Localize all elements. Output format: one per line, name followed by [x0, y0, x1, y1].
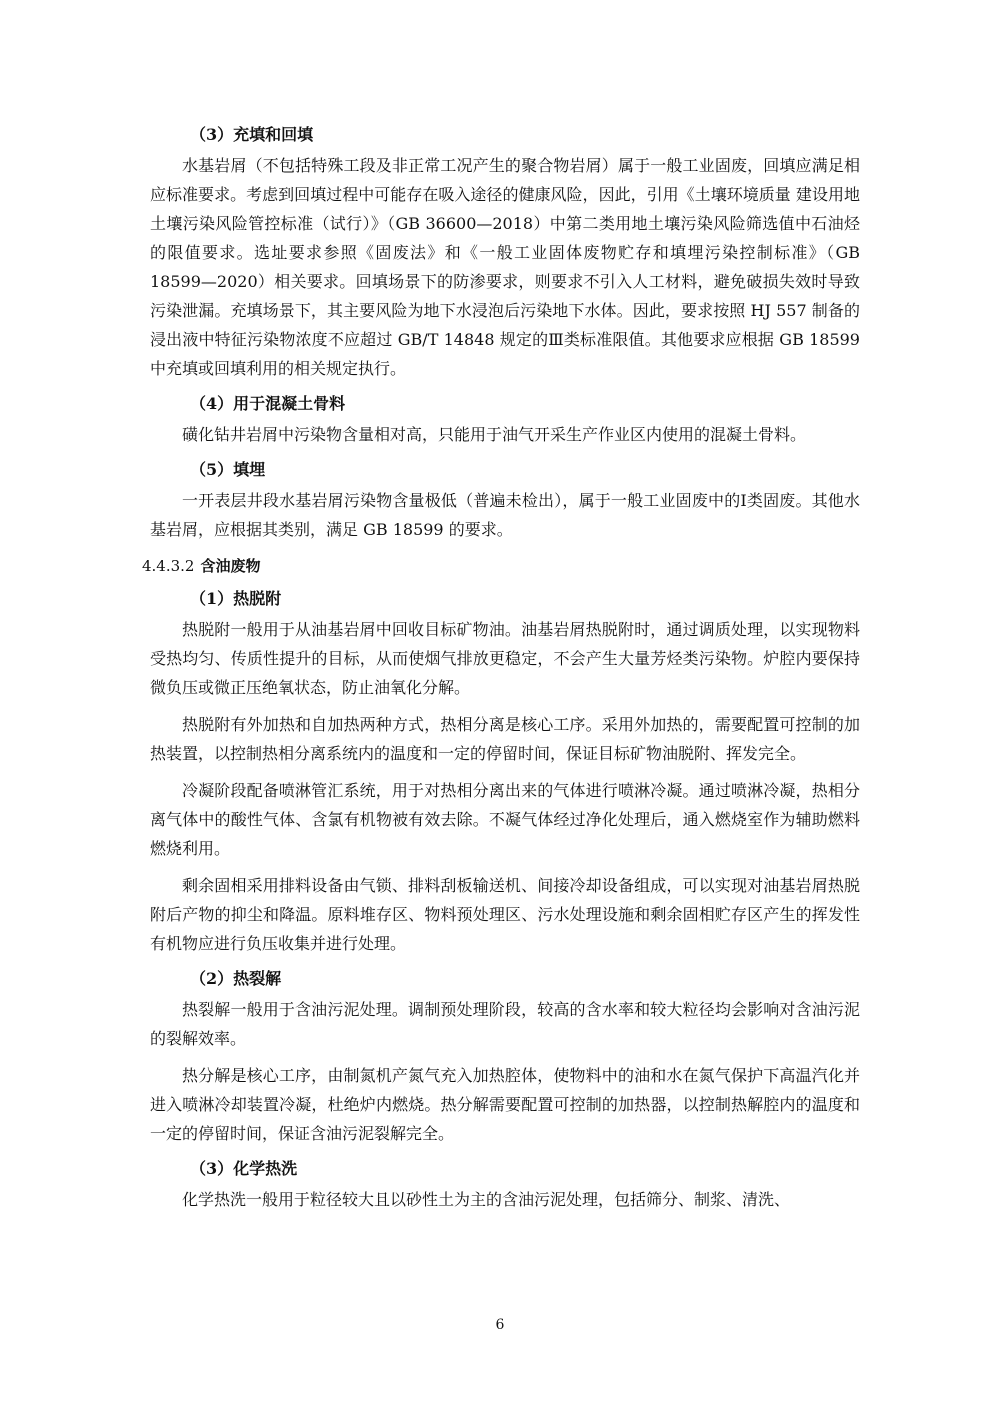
paragraph-landfill: 一开表层井段水基岩屑污染物含量极低（普遍未检出），属于一般工业固废中的Ⅰ类固废。其他水基岩屑，应根据其类别，满足 GB 18599 的要求。: [150, 491, 860, 539]
paragraph-backfill: 水基岩屑（不包括特殊工段及非正常工况产生的聚合物岩屑）属于一般工业固废，回填应满足相应标准要求。考虑到回填过程中可能存在吸入途径的健康风险，因此，引用《土壤环境质量 建设用地土壤污染风险管控标准（试行）》（GB 36600—2018）中第二类用地土壤污染风险筛选值中石油烃的限值要求。选址要求参照《固废法》和《一般工业固体废物贮存和填埋污染控制标准》（GB 18599—2020）相关要求。回填场景下的防渗要求，则要求不引入人工材料，避免破损失效时导致污染泄漏。充填场景下，其主要风险为地下水浸泡后污染地下水体。因此，要求按照 HJ 557 制备的浸出液中特征污染物浓度不应超过 GB/T 14848 规定的Ⅲ类标准限值。其他要求应根据 GB 18599 中充填或回填利用的相关规定执行。: [150, 156, 860, 378]
page-body: [142, 122, 860, 1222]
paragraph-thermal-desorption-4: 剩余固相采用排料设备由气锁、排料刮板输送机、间接冷却设备组成，可以实现对油基岩屑热脱附后产物的抑尘和降温。原料堆存区、物料预处理区、污水处理设施和剩余固相贮存区产生的挥发性有机物应进行负压收集并进行处理。: [150, 876, 860, 953]
heading-landfill: （5）填埋: [190, 460, 266, 479]
heading-backfill: （3）充填和回填: [190, 125, 314, 144]
paragraph-concrete-aggregate: 磺化钻井岩屑中污染物含量相对高，只能用于油气开采生产作业区内使用的混凝土骨料。: [182, 425, 807, 444]
paragraph-thermal-desorption-1: 热脱附一般用于从油基岩屑中回收目标矿物油。油基岩屑热脱附时，通过调质处理，以实现物料受热均匀、传质性提升的目标，从而使烟气排放更稳定，不会产生大量芳烃类污染物。炉腔内要保持微负压或微正压绝氧状态，防止油氧化分解。: [150, 620, 860, 697]
subsection-oily-waste: [142, 554, 860, 578]
heading-concrete-aggregate: （4）用于混凝土骨料: [190, 394, 346, 413]
heading-chemical-hot-washing: （3）化学热洗: [190, 1159, 298, 1178]
paragraph-thermal-desorption-3: 冷凝阶段配备喷淋管汇系统，用于对热相分离出来的气体进行喷淋冷凝。通过喷淋冷凝，热相分离气体中的酸性气体、含氯有机物被有效去除。不凝气体经过净化处理后，通入燃烧室作为辅助燃料燃烧利用。: [150, 781, 860, 858]
paragraph-pyrolysis-1: 热裂解一般用于含油污泥处理。调制预处理阶段，较高的含水率和较大粒径均会影响对含油污泥的裂解效率。: [150, 1000, 860, 1048]
subsection-number: 4.4.3.2: [142, 557, 195, 575]
paragraph-chemical-hot-washing: 化学热洗一般用于粒径较大且以砂性土为主的含油污泥处理，包括筛分、制浆、清洗、: [182, 1190, 791, 1209]
heading-thermal-desorption: （1）热脱附: [190, 589, 282, 608]
subsection-title: 含油废物: [200, 557, 261, 575]
page-number: 6: [495, 1317, 505, 1333]
paragraph-pyrolysis-2: 热分解是核心工序，由制氮机产氮气充入加热腔体，使物料中的油和水在氮气保护下高温汽化并进入喷淋冷却装置冷凝，杜绝炉内燃烧。热分解需要配置可控制的加热器，以控制热解腔内的温度和一定的停留时间，保证含油污泥裂解完全。: [150, 1066, 860, 1143]
paragraph-thermal-desorption-2: 热脱附有外加热和自加热两种方式，热相分离是核心工序。采用外加热的，需要配置可控制的加热装置，以控制热相分离系统内的温度和一定的停留时间，保证目标矿物油脱附、挥发完全。: [150, 715, 860, 763]
heading-pyrolysis: （2）热裂解: [190, 969, 282, 988]
